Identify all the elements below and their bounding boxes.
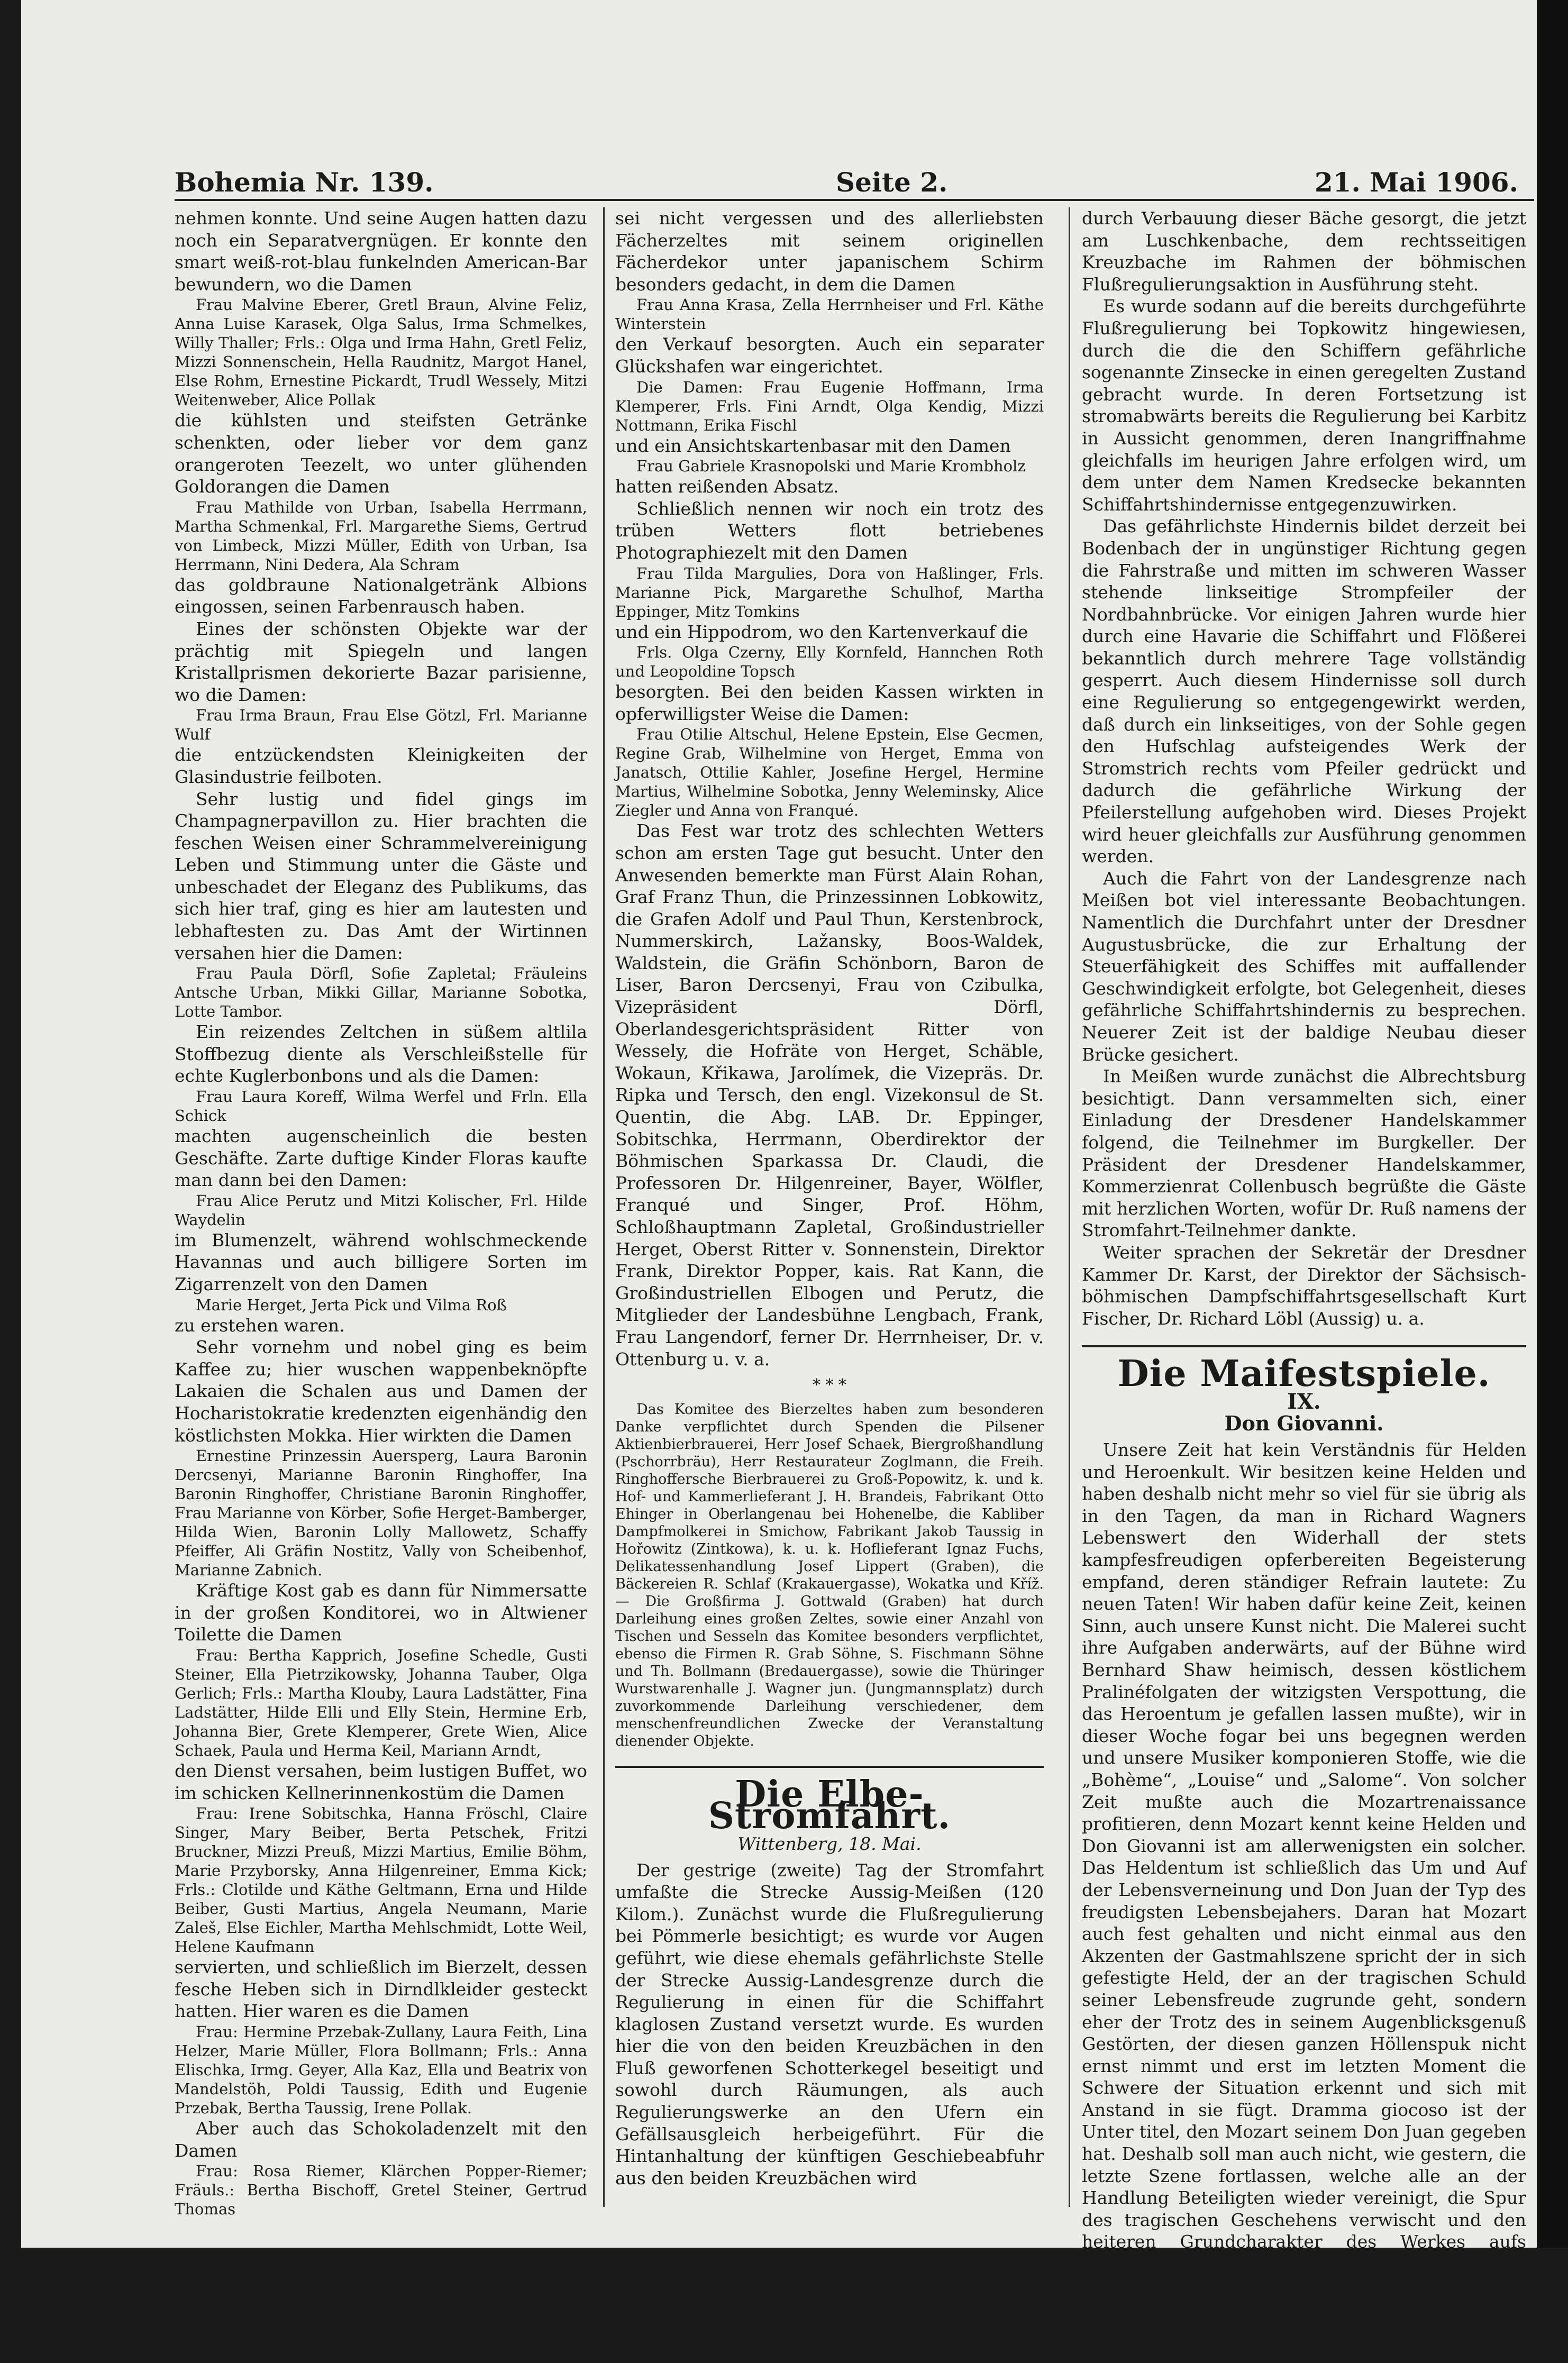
- paragraph: Aber auch das Schokoladenzelt mit den Damen: [175, 2118, 587, 2161]
- article-subtitle: Don Giovanni.: [1224, 1411, 1384, 1436]
- paragraph: Der gestrige (zweite) Tag der Stromfahrt umfaßte die Strecke Aussig-Meißen (120 Kilom.). Zunächst wurde die Flußregulierung bei Pömmerle besichtigt; es wurde vor Augen geführt, wie diese ehemals gefährlichste Stelle der Strecke Aussig-Landesgrenze durch die Regulierung in einen für die Schiffahrt klaglosen Zustand versetzt wurde. Es wurden hier die von den beiden Kreuzbächen in den Fluß geworfenen Schotterkegel beseitigt und sowohl durch Räumungen, als auch Regulierungswerke an den Ufern ein Gefällsausgleich herbeigeführt. Für die Hintanhaltung der künftigen Geschiebeabfuhr aus den beiden Kreuzbächen wird: [615, 1859, 1044, 2188]
- column-2: [615, 207, 1044, 2207]
- article-rule: [615, 1766, 1044, 1768]
- name-list: Frau Tilda Margulies, Dora von Haßlinger, Frls. Marianne Pick, Margarethe Schulhof, Martha Eppinger, Mitz Tomkins: [615, 564, 1044, 621]
- paragraph: Kräftige Kost gab es dann für Nimmersatte in der großen Konditorei, wo in Altwiener Toilette die Damen: [175, 1580, 587, 1645]
- article-rule: [1082, 1345, 1526, 1347]
- name-list: Frau Alice Perutz und Mitzi Kolischer, Frl. Hilde Waydelin: [175, 1191, 587, 1229]
- page-number: Seite 2.: [836, 167, 948, 198]
- name-list: Marie Herget, Jerta Pick und Vilma Roß: [196, 1295, 507, 1314]
- name-list: Frau: Rosa Riemer, Klärchen Popper-Riemer; Fräuls.: Bertha Bischoff, Gretel Steiner, Gertrud Thomas: [175, 2162, 587, 2219]
- column-rule: [603, 207, 605, 2207]
- paragraph: das goldbraune Nationalgetränk Albions eingossen, seinen Farbenrausch haben.: [175, 574, 587, 617]
- paragraph: die entzückendsten Kleinigkeiten der Glasindustrie feilboten.: [175, 744, 587, 787]
- paragraph: den Verkauf besorgten. Auch ein separater Glückshafen war eingerichtet.: [615, 334, 1044, 377]
- paragraph: hatten reißenden Absatz.: [615, 476, 839, 497]
- paragraph: In Meißen wurde zunächst die Albrechtsburg besichtigt. Dann versammelten sich, einer Einladung der Dresdener Handelskammer folgend, die Teilnehmer im Burgkeller. Der Präsident der Dresdener Handelskammer, Kommerzienrat Collenbusch begrüßte die Gäste mit herzlichen Worten, wofür Dr. Ruß namens der Stromfahrt-Teilnehmer dankte.: [1082, 1066, 1526, 1241]
- issue-date: 21. Mai 1906.: [1314, 167, 1518, 198]
- scan-edge: [1537, 0, 1568, 2248]
- name-list: Frls. Olga Czerny, Elly Kornfeld, Hannchen Roth und Leopoldine Topsch: [615, 643, 1044, 681]
- name-list: Frau: Irene Sobitschka, Hanna Fröschl, Claire Singer, Mary Beiber, Berta Petschek, Fritzi Bruckner, Mizzi Preuß, Mizzi Martius, Emilie Böhm, Marie Przyborsky, Anna Hilgenreiner, Emma Kick; Frls.: Clotilde und Käthe Geltmann, Erna und Hilde Beiber, Gusti Martius, Angela Neumann, Marie Zaleš, Else Eichler, Martha Mehlschmidt, Lotte Weil, Helene Kaufmann: [175, 1804, 587, 1956]
- paragraph: Das Komitee des Bierzeltes haben zum besonderen Danke verpflichtet durch Spenden die Pilsener Aktienbierbrauerei, Herr Josef Schaek, Biergroßhandlung (Pschorrbräu), Herr Restaurateur Zoglmann, die Freih. Ringhoffersche Bierbrauerei zu Groß-Popowitz, k. und k. Hof- und Kammerlieferant J. H. Brandeis, Fabrikant Otto Ehinger in Oberlangenau bei Hohenelbe, die Kabliber Dampfmolkerei in Smichow, Fabrikant Jakob Taussig in Hořowitz (Zintkowa), k. u. k. Hoflieferant Ignaz Fuchs, Delikatessenhandlung Josef Lippert (Graben), die Bäckereien R. Schlaf (Krakauergasse), Wokatka und Kříž. — Die Großfirma J. Gottwald (Graben) hat durch Darleihung eines großen Zeltes, sowie einer Anzahl von Tischen und Sesseln das Komitee besonders verpflichtet, ebenso die Firmen R. Grab Söhne, S. Fischmann Söhne und Th. Bollmann (Bredauergasse), sowie die Thüringer Wurstwarenhalle J. Wagner jun. (Jungmannsplatz) durch zuvorkommende Darleihung verschiedener, dem menschenfreundlichen Zwecke der Veranstaltung dienender Objekte.: [615, 1401, 1044, 1749]
- page-header: [175, 167, 1518, 204]
- header-rule: [175, 199, 1534, 201]
- name-list: Frau: Hermine Przebak-Zullany, Laura Feith, Lina Helzer, Marie Müller, Flora Bollmann; Frls.: Anna Elischka, Irmg. Geyer, Alla Kaz, Ella und Beatrix von Mandelstöh, Poldi Taussig, Edith und Eugenie Przebak, Bertha Taussig, Irene Pollak.: [175, 2022, 587, 2117]
- paragraph: Eines der schönsten Objekte war der prächtig mit Spiegeln und langen Kristallprismen dekorierte Bazar parisienne, wo die Damen:: [175, 618, 587, 705]
- paragraph: nehmen konnte. Und seine Augen hatten dazu noch ein Separatvergnügen. Er konnte den smart weiß-rot-blau funkelnden American-Bar bewundern, wo die Damen: [175, 208, 587, 295]
- paragraph: zu erstehen waren.: [175, 1315, 345, 1336]
- paragraph: im Blumenzelt, während wohlschmeckende Havannas und auch billigere Sorten im Zigarrenzelt von den Damen: [175, 1229, 587, 1294]
- name-list: Frau Malvine Eberer, Gretl Braun, Alvine Feliz, Anna Luise Karasek, Olga Salus, Irma Schmelkes, Willy Thaller; Frls.: Olga und Irma Hahn, Gretl Feliz, Mizzi Sonnenschein, Hella Raudnitz, Margot Hanel, Else Rohm, Ernestine Pickardt, Trudl Wessely, Mitzi Weitenweber, Alice Pollak: [175, 296, 587, 409]
- paragraph: Schließlich nennen wir noch ein trotz des trüben Wetters flott betriebenes Photographiezelt mit den Damen: [615, 498, 1044, 563]
- article-part-number: IX.: [1287, 1389, 1321, 1414]
- paragraph: sei nicht vergessen und des allerliebsten Fächerzeltes mit seinem originellen Fächerdekor unter japanischem Schirm besonders gedacht, in dem die Damen: [615, 208, 1044, 295]
- paragraph: Sehr vornehm und nobel ging es beim Kaffee zu; hier wuschen wappenbeknöpfte Lakaien die Schalen aus und Damen der Hocharistokratie kredenzten eigenhändig den köstlichsten Mokka. Hier wirkten die Damen: [175, 1337, 587, 1446]
- paragraph: und ein Ansichtskartenbasar mit den Damen: [615, 435, 1011, 456]
- paragraph: Das gefährlichste Hindernis bildet derzeit bei Bodenbach der in ungünstiger Richtung gegen die Fahrstraße und mitten im schweren Wasser stehende linkseitige Strompfeiler der Nordbahnbrücke. Vor einigen Jahren wurde hier durch eine Havarie die Schiffahrt und Flößerei bekanntlich durch mehrere Tage vollständig gesperrt. Auch diesem Hindernisse soll durch eine Regulierung so entgegengewirkt werden, daß durch ein linkseitiges, von der Sohle gegen den Hufschlag aufsteigendes Werk der Stromstrich rechts vom Pfeiler gedrückt und dadurch die gefährliche Wirkung der Pfeilerstellung aufgehoben wird. Dieses Projekt wird heuer gleichfalls zur Ausführung genommen werden.: [1082, 516, 1526, 867]
- name-list: Frau Irma Braun, Frau Else Götzl, Frl. Marianne Wulf: [175, 706, 587, 744]
- name-list: Frau Mathilde von Urban, Isabella Herrmann, Martha Schmenkal, Frl. Margarethe Siems, Gertrud von Limbeck, Mizzi Müller, Edith von Urban, Isa Herrmann, Nini Dedera, Ala Schram: [175, 498, 587, 573]
- name-list: Frau Paula Dörfl, Sofie Zapletal; Fräuleins Antsche Urban, Mikki Gillar, Marianne Sobotka, Lotte Tambor.: [175, 964, 587, 1021]
- name-list: Frau Laura Koreff, Wilma Werfel und Frln. Ella Schick: [175, 1088, 587, 1125]
- name-list: Die Damen: Frau Eugenie Hoffmann, Irma Klemperer, Frls. Fini Arndt, Olga Kendig, Mizzi Nottmann, Erika Fischl: [615, 378, 1044, 434]
- article-title: Die Elbe-Stromfahrt.: [708, 1773, 951, 1838]
- paragraph: Auch die Fahrt von der Landesgrenze nach Meißen bot viel interessante Beobachtungen. Namentlich die Durchfahrt unter der Dresdner Augustusbrücke, die zur Erhaltung der Steuerfähigkeit des Schiffes mit auffallender Geschwindigkeit erfolgte, bot Gelegenheit, dieses gefährliche Schiffahrtshindernis zu besprechen. Neuerer Zeit ist der baldige Neubau dieser Brücke gesichert.: [1082, 868, 1526, 1065]
- paragraph: Weiter sprachen der Sekretär der Dresdner Kammer Dr. Karst, der Direktor der Sächsisch-böhmischen Dampfschiffahrtsgesellschaft Kurt Fischer, Dr. Richard Löbl (Aussig) u. a.: [1082, 1242, 1526, 1329]
- paragraph: Das Fest war trotz des schlechten Wetters schon am ersten Tage gut besucht. Unter den Anwesenden bemerkte man Fürst Alain Rohan, Graf Franz Thun, die Prinzessinnen Lobkowitz, die Grafen Adolf und Paul Thun, Kerstenbrock, Nummerskirch, Lažansky, Boos-Waldek, Waldstein, die Gräfin Schönborn, Baron de Liser, Baron Dercsenyi, Frau von Czibulka, Vizepräsident Dörfl, Oberlandesgerichtspräsident Ritter von Wessely, die Hofräte von Herget, Schäble, Wokaun, Křikawa, Jarolímek, die Vizepräs. Dr. Ripka und Tersch, den engl. Vizekonsul de St. Quentin, die Abg. LAB. Dr. Eppinger, Sobitschka, Herrmann, Oberdirektor der Böhmischen Sparkassa Dr. Claudi, die Professoren Dr. Hilgenreiner, Bayer, Wölfler, Franqué und Singer, Prof. Höhm, Schloßhauptmann Zapletal, Großindustrieller Herget, Oberst Ritter v. Sonnenstein, Direktor Frank, Direktor Popper, kais. Rat Kann, die Großindustriellen Elbogen und Perutz, die Mitglieder der Landesbühne Lengbach, Frank, Frau Langendorf, ferner Dr. Herrnheiser, Dr. v. Ottenburg u. v. a.: [615, 820, 1044, 1370]
- name-list: Frau Otilie Altschul, Helene Epstein, Else Gecmen, Regine Grab, Wilhelmine von Herget, Emma von Janatsch, Ottilie Kahler, Josefine Hergel, Hermine Martius, Wilhelmine Sobotka, Jenny Weleminsky, Alice Ziegler und Anna von Franqué.: [615, 725, 1044, 820]
- paragraph: Sehr lustig und fidel gings im Champagnerpavillon zu. Hier brachten die feschen Weisen einer Schrammelvereinigung Leben und Stimmung unter die Gäste und unbeschadet der Eleganz des Publikums, das sich hier traf, ging es hier am lautesten und lebhaftesten zu. Das Amt der Wirtinnen versahen hier die Damen:: [175, 788, 587, 963]
- article-title: Die Maifestspiele.: [1117, 1353, 1491, 1395]
- paragraph: machten augenscheinlich die besten Geschäfte. Zarte duftige Kinder Floras kaufte man dann bei den Damen:: [175, 1126, 587, 1191]
- paragraph: servierten, und schließlich im Bierzelt, dessen fesche Heben sich in Dirndlkleider gesteckt hatten. Hier waren es die Damen: [175, 1957, 587, 2022]
- column-1: [175, 207, 587, 2219]
- paragraph: durch Verbauung dieser Bäche gesorgt, die jetzt am Luschkenbache, dem rechtsseitigen Kreuzbache im Rahmen der böhmischen Flußregulierungsaktion in Ausführung steht.: [1082, 208, 1526, 295]
- dateline: Wittenberg, 18. Mai.: [737, 1833, 922, 1854]
- paragraph: besorgten. Bei den beiden Kassen wirkten in opferwilligster Weise die Damen:: [615, 681, 1044, 724]
- column-3: [1082, 207, 1526, 2362]
- paragraph: die kühlsten und steifsten Getränke schenkten, oder lieber vor dem ganz orangeroten Teezelt, wo unter glühenden Goldorangen die Damen: [175, 410, 587, 497]
- name-list: Frau Gabriele Krasnopolski und Marie Krombholz: [636, 457, 1026, 476]
- column-rule: [1069, 207, 1070, 2207]
- paragraph: Unsere Zeit hat kein Verständnis für Helden und Heroenkult. Wir besitzen keine Helden und haben deshalb nicht mehr so viel für sie übrig als in den Tagen, da man in Richard Wagners Lebenswert den Widerhall der stets kampfesfreudigen opferbereiten Begeisterung empfand, deren ständiger Refrain lautete: Zu neuen Taten! Wir haben dafür keine Zeit, keinen Sinn, auch unsere Kunst nicht. Die Malerei sucht ihre Aufgaben anderwärts, auf der Bühne wird Bernhard Shaw heimisch, dessen köstlichem Pralinéfolgaten der witzigsten Verspottung, die das Heroentum je gefallen lassen mußte), wir in dieser Woche fogar bei uns begegnen werden und unsere Musiker komponieren Stoffe, wie die „Bohème“, „Louise“ und „Salome“. Von solcher Zeit mußte auch die Mozartrenaissance profitieren, denn Mozart kennt keine Helden und Don Giovanni ist am allerwenigsten ein solcher. Das Heldentum ist schließlich das Um und Auf der Lebensverneinung und Don Juan der Typ des freudigsten Lebensbejahers. Daran hat Mozart auch fest gehalten und nicht einmal aus den Akzenten der Gastmahlszene spricht der in sich gefestigte Held, der an der tragischen Schuld seiner Lebensfreude zugrunde geht, sondern eher der Trotz des in seinem Augenblicksgenuß Gestörten, der diesen ganzen Höllenspuk nicht ernst nimmt und erst im letzten Moment die Schwere der Situation erkennt und sich mit Anstand in sie fügt. Dramma giocoso ist der Unter titel, den Mozart seinem Don Juan gegeben hat. Deshalb soll man auch nicht, wie gestern, die letzte Szene fortlassen, welche alle an der Handlung Beteiligten wieder vereinigt, die Spur des tragischen Geschehens verwischt und den heiteren Grundcharakter des Werkes aufs deutlichste erkennen läßt, ganz abgesehen davon, daß der übliche Abschluß der Oper früher ja mit dem Untergang des Helden rein musikalisch einen Plagalschluß bedeutet, also rein musikalisch: [1082, 1439, 1526, 2362]
- section-divider: * * *: [812, 1376, 847, 1395]
- paragraph: und ein Hippodrom, wo den Kartenverkauf die: [615, 621, 1028, 642]
- paragraph: Ein reizendes Zeltchen in süßem altlila Stoffbezug diente als Verschleißstelle für echte Kuglerbonbons und als die Damen:: [175, 1021, 587, 1087]
- paragraph: den Dienst versahen, beim lustigen Buffet, wo im schicken Kellnerinnenkostüm die Damen: [175, 1760, 587, 1803]
- masthead-issue: Bohemia Nr. 139.: [175, 167, 434, 198]
- name-list: Frau Anna Krasa, Zella Herrnheiser und Frl. Käthe Winterstein: [615, 296, 1044, 333]
- paragraph: Es wurde sodann auf die bereits durchgeführte Flußregulierung bei Topkowitz hingewiesen, durch die die den Schiffern gefährliche sogenannte Zinsecke in einen geregelten Zustand gebracht wurde. In deren Fortsetzung ist stromabwärts bereits die Regulierung bei Karbitz in Aussicht genommen, deren Inangriffnahme gleichfalls im heurigen Jahre erfolgen wird, um dem unter dem Namen Kredsecke bekannten Schiffahrtshindernisse entgegenzuwirken.: [1082, 296, 1526, 515]
- name-list: Frau: Bertha Kapprich, Josefine Schedle, Gusti Steiner, Ella Pietrzikowsky, Johanna Tauber, Olga Gerlich; Frls.: Martha Klouby, Laura Ladstätter, Fina Ladstätter, Hilde Elli und Elly Stein, Hermine Erb, Johanna Bier, Grete Klemperer, Grete Wien, Alice Schaek, Paula und Herma Keil, Mariann Arndt,: [175, 1646, 587, 1759]
- name-list: Ernestine Prinzessin Auersperg, Laura Baronin Dercsenyi, Marianne Baronin Ringhoffer, Ina Baronin Ringhoffer, Christiane Baronin Ringhoffer, Frau Marianne von Körber, Sofie Herget-Bamberger, Hilda Wien, Baronin Lolly Mallowetz, Schaffy Pfeiffer, Ali Gräfin Nostitz, Vally von Scheibenhof, Marianne Zabnich.: [175, 1447, 587, 1580]
